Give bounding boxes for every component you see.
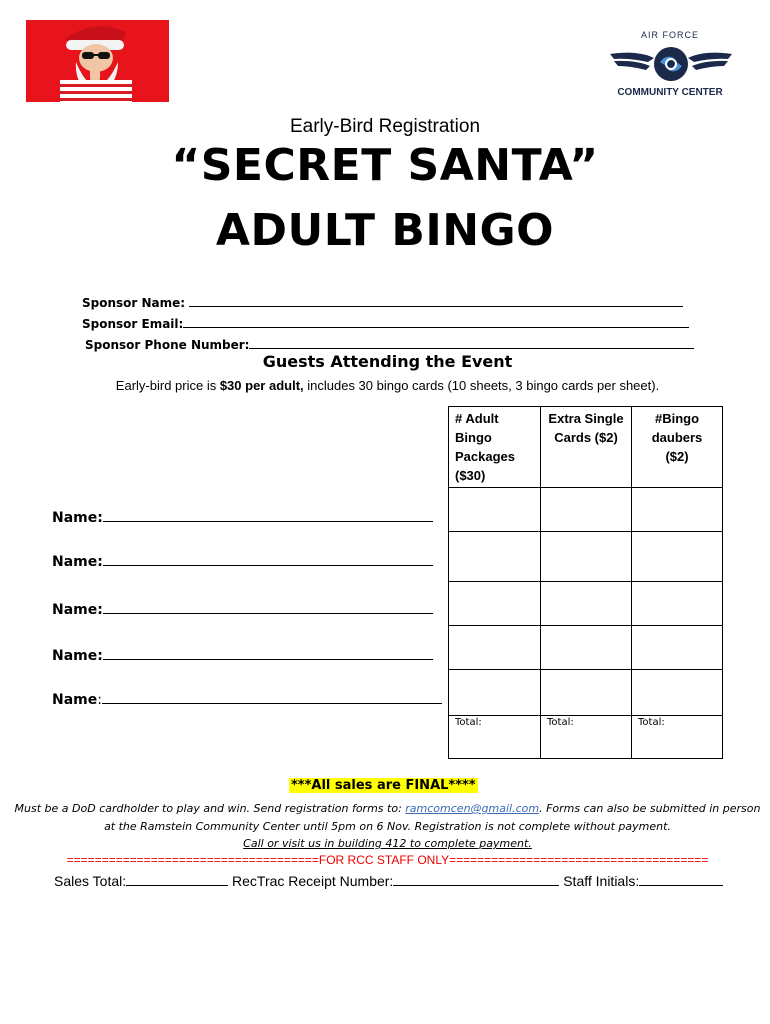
- extra-cards-cell[interactable]: [541, 626, 632, 670]
- header-text: Extra Single: [548, 411, 624, 426]
- adult-packages-cell[interactable]: [449, 626, 541, 670]
- price-bold: $30 per adult,: [219, 378, 304, 393]
- header-text: #Bingo: [654, 411, 700, 426]
- name-label: Name:: [52, 510, 103, 526]
- header-text: ($30): [455, 468, 486, 483]
- sponsor-phone-field[interactable]: [85, 336, 694, 352]
- name-line[interactable]: [102, 691, 442, 704]
- registration-table: [448, 406, 723, 759]
- staff-only-divider: ====================================FOR RCC STAFF ONLY=====================================: [66, 853, 709, 867]
- guests-heading: Guests Attending the Event: [262, 352, 513, 371]
- extra-cards-cell[interactable]: [541, 582, 632, 626]
- daubers-cell[interactable]: [632, 626, 723, 670]
- adult-packages-cell[interactable]: [449, 670, 541, 716]
- name-label: Name:: [52, 554, 103, 570]
- name-label: Name: [52, 692, 98, 708]
- name-label: Name:: [52, 648, 103, 664]
- air-force-community-center-logo: [590, 12, 750, 104]
- name-label: Name:: [52, 602, 103, 618]
- sponsor-email-field[interactable]: [82, 315, 689, 331]
- total-extra-cards[interactable]: [541, 716, 632, 759]
- guest-name-field[interactable]: [52, 601, 433, 618]
- daubers-cell[interactable]: [632, 488, 723, 532]
- title-line-2: ADULT BINGO: [215, 205, 555, 256]
- total-adult-packages[interactable]: [449, 716, 541, 759]
- instructions-line-3: Call or visit us in building 412 to complete payment.: [243, 837, 532, 850]
- guest-name-field[interactable]: [52, 553, 433, 570]
- note-suffix: . Forms can also be submitted in person: [539, 802, 761, 815]
- header-text: Cards ($2): [554, 430, 618, 445]
- sponsor-phone-label: Sponsor Phone Number:: [85, 338, 250, 352]
- header-text: Packages: [455, 449, 515, 464]
- table-row: [449, 582, 723, 626]
- sponsor-phone-line[interactable]: [249, 336, 694, 349]
- sponsor-name-label: Sponsor Name:: [82, 296, 190, 310]
- note-prefix: Must be a DoD cardholder to play and win. Send registration forms to:: [14, 802, 406, 815]
- guest-name-field[interactable]: [52, 647, 433, 664]
- sponsor-name-field[interactable]: [82, 294, 683, 310]
- sponsor-email-label: Sponsor Email:: [82, 317, 184, 331]
- staff-initials-label: Staff Initials:: [563, 873, 640, 889]
- total-daubers[interactable]: [632, 716, 723, 759]
- title-line-1: “SECRET SANTA”: [171, 140, 599, 191]
- price-prefix: Early-bird price is: [115, 378, 220, 393]
- total-label: Total:: [455, 717, 482, 728]
- rectrac-label: RecTrac Receipt Number:: [232, 873, 394, 889]
- header-text: # Adult: [455, 411, 499, 426]
- header-adult-packages: [449, 407, 541, 488]
- instructions-line-1: [0, 802, 770, 815]
- guest-name-field[interactable]: [52, 509, 433, 526]
- logo-top-text: AIR FORCE: [640, 30, 699, 40]
- table-row: [449, 488, 723, 532]
- totals-row: [449, 716, 723, 759]
- header-text: ($2): [665, 449, 689, 464]
- total-label: Total:: [638, 717, 665, 728]
- all-sales-final-banner: ***All sales are FINAL****: [291, 778, 476, 793]
- sponsor-email-line[interactable]: [183, 315, 689, 328]
- price-suffix: includes 30 bingo cards (10 sheets, 3 bingo cards per sheet).: [303, 378, 660, 393]
- sales-total-label: Sales Total:: [54, 873, 127, 889]
- sponsor-name-line[interactable]: [189, 294, 683, 307]
- name-line[interactable]: [103, 601, 433, 614]
- staff-fields-line: [54, 873, 723, 889]
- daubers-cell[interactable]: [632, 670, 723, 716]
- adult-packages-cell[interactable]: [449, 582, 541, 626]
- price-line: [0, 378, 770, 393]
- daubers-cell[interactable]: [632, 532, 723, 582]
- table-row: [449, 532, 723, 582]
- daubers-cell[interactable]: [632, 582, 723, 626]
- extra-cards-cell[interactable]: [541, 670, 632, 716]
- sales-total-line[interactable]: [126, 873, 228, 886]
- subtitle: Early-Bird Registration: [289, 116, 481, 137]
- rectrac-line[interactable]: [393, 873, 559, 886]
- total-label: Total:: [547, 717, 574, 728]
- name-line[interactable]: [103, 509, 433, 522]
- header-daubers: [632, 407, 723, 488]
- wings-icon: [608, 44, 734, 88]
- staff-initials-line[interactable]: [639, 873, 723, 886]
- adult-packages-cell[interactable]: [449, 488, 541, 532]
- header-extra-cards: [541, 407, 632, 488]
- extra-cards-cell[interactable]: [541, 532, 632, 582]
- santa-photo: [26, 20, 169, 102]
- email-link[interactable]: ramcomcen@gmail.com: [405, 802, 540, 815]
- guest-name-field[interactable]: Name:: [52, 691, 442, 708]
- name-line[interactable]: [103, 553, 433, 566]
- header-text: daubers: [651, 430, 703, 445]
- name-line[interactable]: [103, 647, 433, 660]
- table-row: [449, 670, 723, 716]
- instructions-line-2: at the Ramstein Community Center until 5pm on 6 Nov. Registration is not complete without payment.: [104, 820, 671, 833]
- adult-packages-cell[interactable]: [449, 532, 541, 582]
- header-text: Bingo: [455, 430, 492, 445]
- logo-bottom-text: COMMUNITY CENTER: [617, 87, 723, 98]
- extra-cards-cell[interactable]: [541, 488, 632, 532]
- table-row: [449, 626, 723, 670]
